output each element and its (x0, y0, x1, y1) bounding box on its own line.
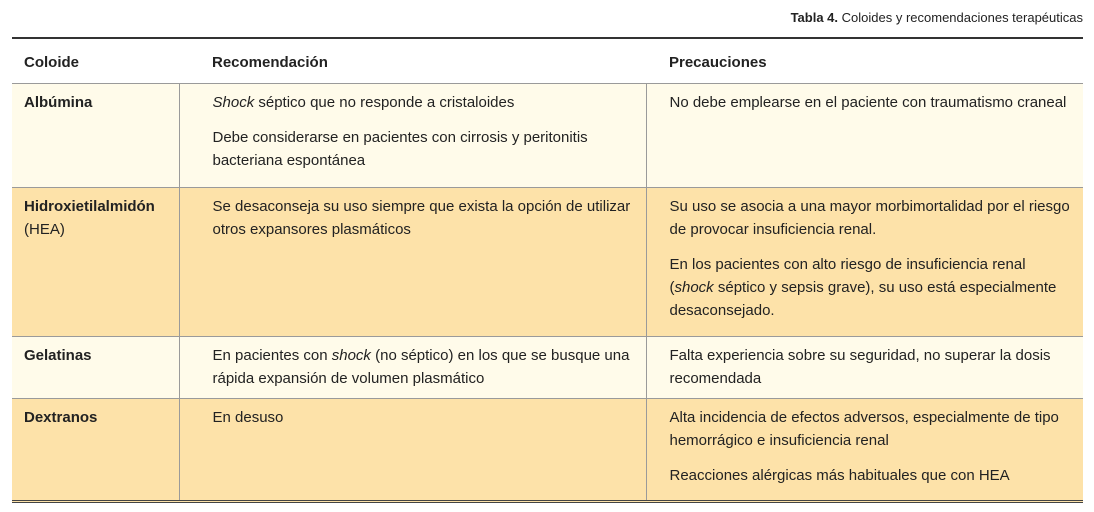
paragraph-text: En los pacientes con alto riesgo de insuficiencia renal ( (669, 256, 1026, 296)
coloide-name: Dextranos (24, 409, 98, 426)
table-row (12, 188, 1083, 337)
coloide-name: Hidroxietilalmidón (24, 198, 155, 215)
precauciones-cell (646, 84, 1083, 188)
coloide-cell (12, 188, 179, 337)
recomendacion-paragraph (213, 344, 634, 390)
precauciones-cell (646, 399, 1083, 502)
caption-label: Tabla 4. (790, 10, 839, 25)
header-row (12, 39, 1083, 84)
coloide-cell (12, 399, 179, 502)
paragraph-text: (no séptico) en los que se busque una rápida expansión de volumen plasmático (212, 347, 630, 387)
precauciones-cell (646, 337, 1083, 399)
recomendacion-paragraph (213, 91, 634, 114)
table-row (12, 337, 1083, 399)
coloide-abbrev: (HEA) (24, 221, 65, 238)
recomendacion-paragraph: En desuso (212, 409, 284, 426)
precauciones-paragraph: No debe emplearse en el paciente con traumatismo craneal (669, 94, 1067, 111)
italic-term: shock (331, 347, 371, 364)
table-caption (791, 10, 1083, 25)
table-row (12, 84, 1083, 188)
recomendacion-cell (179, 84, 646, 188)
coloide-cell (12, 337, 179, 399)
precauciones-cell (646, 188, 1083, 337)
recomendacion-cell (179, 188, 646, 337)
precauciones-paragraph: Su uso se asocia a una mayor morbimortalidad por el riesgo de provocar insuficiencia renal. (669, 198, 1070, 238)
header-recomendacion: Recomendación (179, 39, 646, 84)
coloide-name: Albúmina (24, 94, 93, 111)
colloids-table (12, 39, 1083, 503)
recomendacion-cell (179, 399, 646, 502)
paragraph-text: En pacientes con (212, 347, 332, 364)
paragraph-text: séptico y sepsis grave), su uso está especialmente desaconsejado. (669, 279, 1057, 319)
coloide-name: Gelatinas (24, 347, 92, 364)
header-coloide: Coloide (12, 39, 179, 84)
precauciones-paragraph (670, 253, 1072, 322)
recomendacion-paragraph: Debe considerarse en pacientes con cirrosis y peritonitis bacteriana espontánea (212, 129, 588, 169)
coloide-cell (12, 84, 179, 188)
italic-term: shock (674, 279, 714, 296)
precauciones-paragraph: Reacciones alérgicas más habituales que con HEA (669, 467, 1010, 484)
paragraph-text: séptico que no responde a cristaloides (254, 94, 515, 111)
table-container (12, 37, 1083, 503)
header-precauciones: Precauciones (646, 39, 1083, 84)
recomendacion-cell (179, 337, 646, 399)
precauciones-paragraph: Falta experiencia sobre su seguridad, no superar la dosis recomendada (669, 347, 1051, 387)
italic-term: Shock (212, 94, 255, 111)
recomendacion-paragraph: Se desaconseja su uso siempre que exista la opción de utilizar otros expansores plasmáticos (212, 198, 631, 238)
table-row (12, 399, 1083, 502)
precauciones-paragraph: Alta incidencia de efectos adversos, especialmente de tipo hemorrágico e insuficiencia renal (669, 409, 1059, 449)
caption-text: Coloides y recomendaciones terapéuticas (841, 10, 1083, 25)
